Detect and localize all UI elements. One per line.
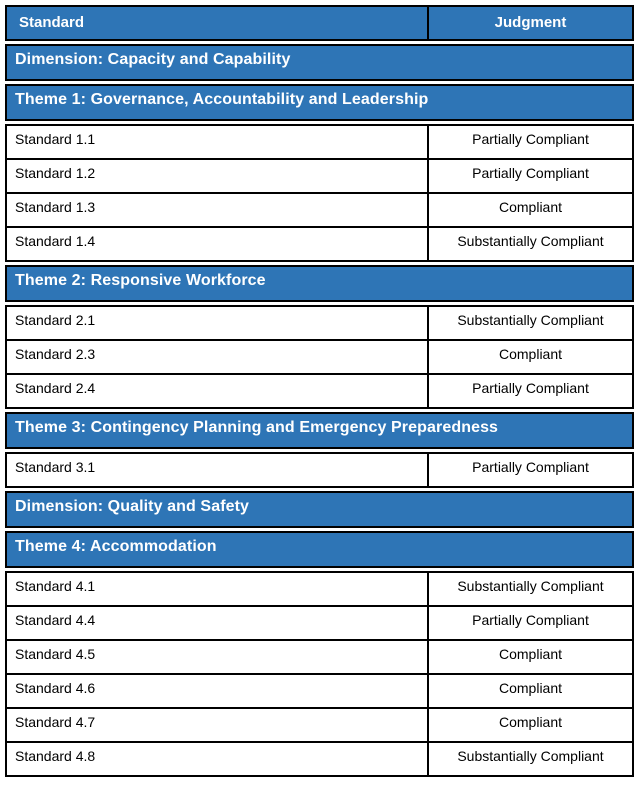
standard-cell: Standard 4.6 [15,680,96,696]
standard-cell: Standard 1.2 [15,165,96,181]
section-row [5,265,634,302]
table-row [5,158,634,194]
table-body [5,41,634,777]
table-row [5,339,634,375]
judgment-cell: Partially Compliant [427,126,632,158]
judgment-cell: Substantially Compliant [427,573,632,605]
judgment-cell: Compliant [427,194,632,226]
judgment-cell: Compliant [427,709,632,741]
section-label: Theme 2: Responsive Workforce [15,272,266,289]
standard-cell: Standard 4.4 [15,612,96,628]
standard-cell: Standard 4.7 [15,714,96,730]
judgment-cell: Substantially Compliant [427,307,632,339]
standard-cell: Standard 1.3 [15,199,96,215]
judgment-cell: Substantially Compliant [427,228,632,260]
judgment-cell: Partially Compliant [427,160,632,192]
standard-cell: Standard 2.3 [15,346,96,362]
table-row [5,741,634,777]
section-label: Theme 4: Accommodation [15,538,217,555]
standard-cell: Standard 4.8 [15,748,96,764]
standard-cell: Standard 3.1 [15,459,96,475]
standard-cell: Standard 1.1 [15,131,96,147]
standard-cell: Standard 1.4 [15,233,96,249]
table-row [5,571,634,607]
table-row [5,192,634,228]
header-standard-cell: Standard [19,14,85,31]
judgment-table [5,5,634,777]
judgment-cell: Compliant [427,641,632,673]
section-row [5,491,634,528]
table-row [5,373,634,409]
section-label: Theme 1: Governance, Accountability and Leadership [15,91,429,108]
standard-cell: Standard 4.5 [15,646,96,662]
table-row [5,673,634,709]
table-row [5,605,634,641]
judgment-cell: Partially Compliant [427,607,632,639]
section-row [5,412,634,449]
section-row [5,44,634,81]
table-row [5,639,634,675]
section-label: Theme 3: Contingency Planning and Emergency Preparedness [15,419,499,436]
judgment-cell: Partially Compliant [427,454,632,486]
standard-cell: Standard 4.1 [15,578,96,594]
section-row [5,531,634,568]
judgment-cell: Compliant [427,675,632,707]
judgment-cell: Partially Compliant [427,375,632,407]
section-row [5,84,634,121]
table-row [5,124,634,160]
table-row [5,452,634,488]
standard-cell: Standard 2.4 [15,380,96,396]
section-label: Dimension: Quality and Safety [15,498,250,515]
table-row [5,305,634,341]
header-judgment-cell: Judgment [427,7,632,39]
standard-cell: Standard 2.1 [15,312,96,328]
section-label: Dimension: Capacity and Capability [15,51,291,68]
judgment-cell: Compliant [427,341,632,373]
table-row [5,226,634,262]
table-row [5,707,634,743]
table-header-row [5,5,634,41]
judgment-cell: Substantially Compliant [427,743,632,775]
